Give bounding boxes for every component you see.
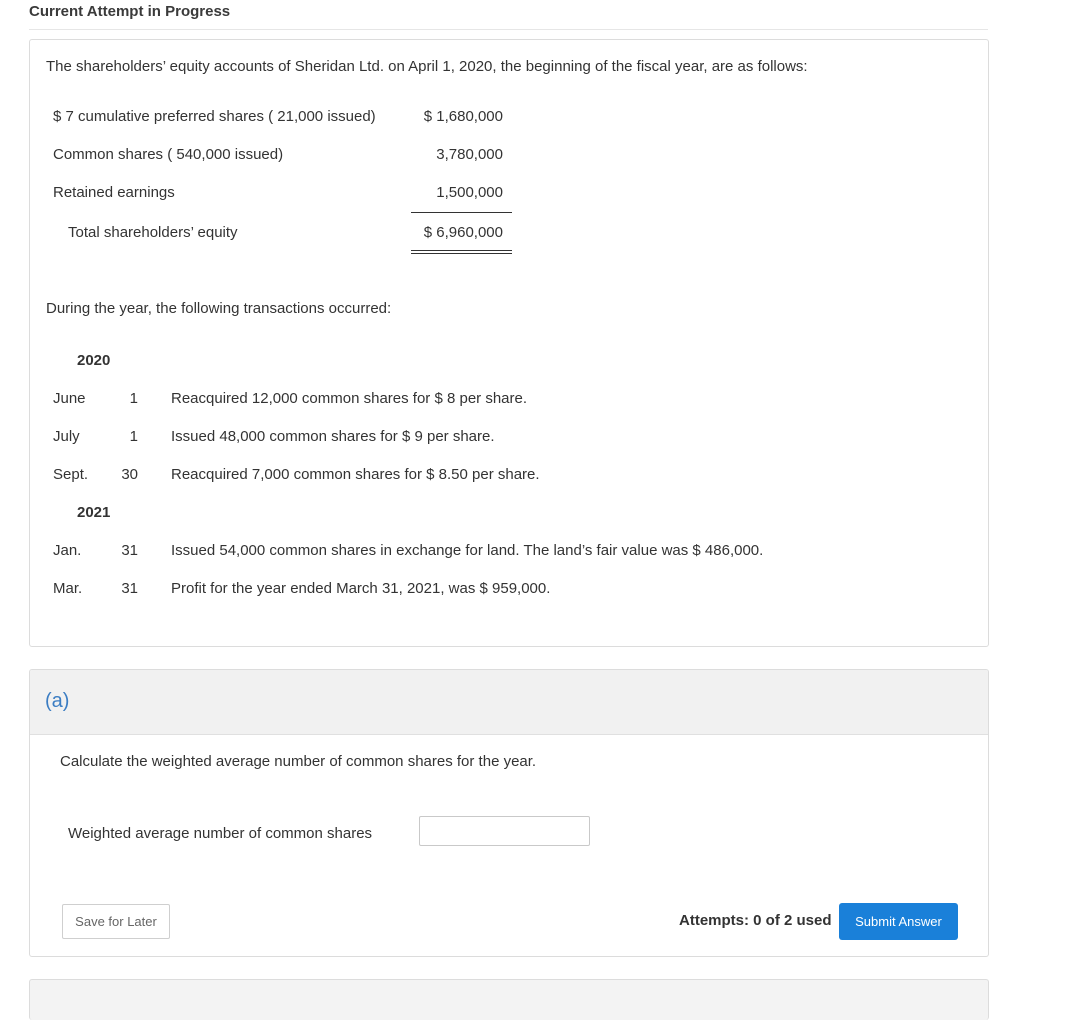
transaction-description: Issued 48,000 common shares for $ 9 per share. — [171, 428, 495, 445]
equity-label: Total shareholders’ equity — [68, 224, 238, 241]
equity-row-preferred — [30, 108, 988, 130]
transaction-day: 30 — [121, 466, 138, 483]
transaction-day: 31 — [121, 580, 138, 597]
part-a-header — [30, 670, 988, 735]
transaction-row — [30, 428, 988, 450]
year-heading: 2021 — [77, 504, 111, 521]
total-double-rule-bottom — [411, 253, 512, 254]
transaction-month: June — [53, 390, 86, 407]
subtotal-rule — [411, 212, 512, 213]
transaction-row — [30, 390, 988, 412]
transaction-month: July — [53, 428, 80, 445]
transaction-row — [30, 580, 988, 602]
attempts-counter: Attempts: 0 of 2 used — [679, 912, 832, 929]
problem-card — [29, 39, 989, 647]
transaction-description: Profit for the year ended March 31, 2021, was $ 959,000. — [171, 580, 551, 597]
transaction-description: Reacquired 12,000 common shares for $ 8 per share. — [171, 390, 528, 407]
equity-amount: 3,780,000 — [436, 146, 503, 163]
transaction-month: Mar. — [53, 580, 83, 597]
equity-amount: $ 6,960,000 — [423, 224, 503, 241]
transaction-description: Issued 54,000 common shares in exchange for land. The land’s fair value was $ 486,000. — [171, 542, 764, 559]
page-title: Current Attempt in Progress — [29, 3, 231, 20]
part-a-question: Calculate the weighted average number of common shares for the year. — [60, 753, 537, 770]
submit-answer-button[interactable]: Submit Answer — [839, 903, 958, 940]
part-label: (a) — [45, 690, 70, 712]
year-heading: 2020 — [77, 352, 111, 369]
transaction-row — [30, 466, 988, 488]
equity-row-retained — [30, 184, 988, 206]
transaction-day: 31 — [121, 542, 138, 559]
equity-row-common — [30, 146, 988, 168]
equity-label: Retained earnings — [53, 184, 175, 201]
equity-label: Common shares ( 540,000 issued) — [53, 146, 284, 163]
problem-intro: The shareholders’ equity accounts of Sheridan Ltd. on April 1, 2020, the beginning of the fiscal year, are as follows: — [46, 58, 808, 75]
part-a-card — [29, 669, 989, 957]
equity-label: $ 7 cumulative preferred shares ( 21,000 issued) — [53, 108, 376, 125]
total-double-rule-top — [411, 250, 512, 251]
weighted-average-label: Weighted average number of common shares — [68, 825, 373, 842]
transaction-row — [30, 542, 988, 564]
transaction-description: Reacquired 7,000 common shares for $ 8.50 per share. — [171, 466, 540, 483]
transactions-intro: During the year, the following transactions occurred: — [46, 300, 392, 317]
equity-amount: 1,500,000 — [436, 184, 503, 201]
transaction-day: 1 — [129, 428, 138, 445]
header-divider — [29, 29, 988, 30]
transaction-month: Sept. — [53, 466, 89, 483]
equity-row-total — [30, 224, 988, 246]
save-for-later-button[interactable]: Save for Later — [62, 904, 170, 939]
equity-amount: $ 1,680,000 — [423, 108, 503, 125]
transaction-month: Jan. — [53, 542, 82, 559]
next-section-card — [29, 979, 989, 1020]
weighted-average-input[interactable] — [419, 816, 590, 846]
transaction-day: 1 — [129, 390, 138, 407]
